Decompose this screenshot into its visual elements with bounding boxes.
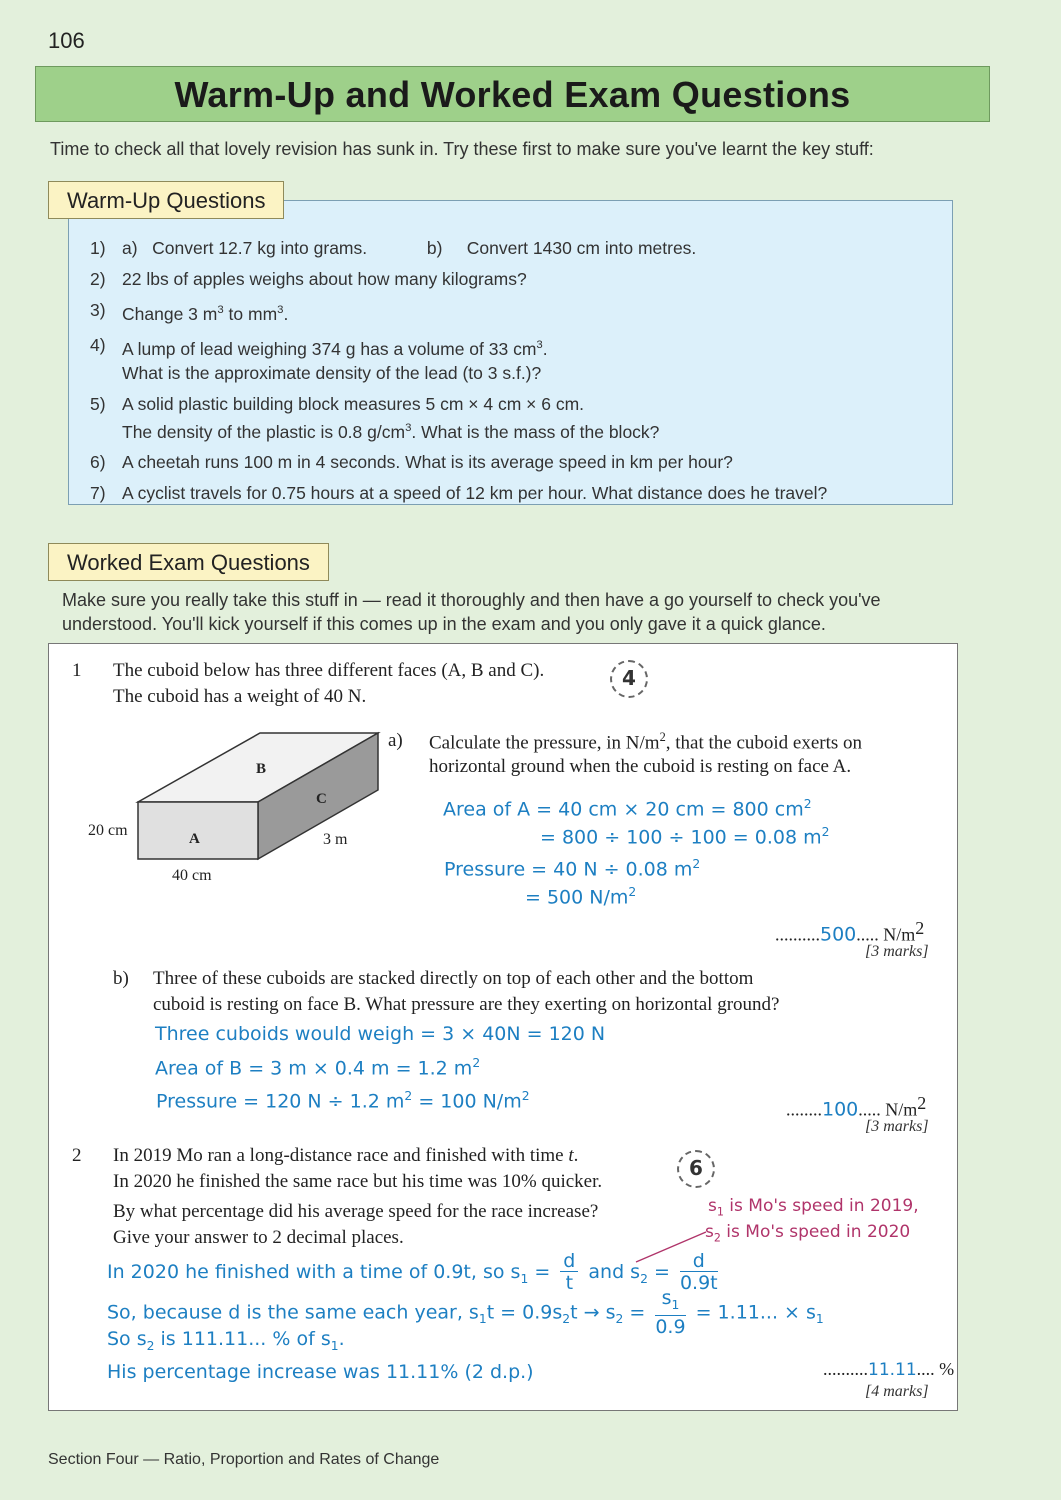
intro-text: Time to check all that lovely revision has sunk in. Try these first to make sure you've learnt the key stuff: bbox=[50, 139, 874, 159]
q1b-working-1: Three cuboids would weigh = 3 × 40N = 120 N bbox=[155, 1023, 606, 1045]
q2-line-2: In 2020 he finished the same race but his time was 10% quicker. bbox=[113, 1171, 603, 1192]
q2-working-1: In 2020 he finished with a time of 0.9t, so $s_1$ = $\frac{d}{t}$ and $s_2$ = $\frac{d}{0.9t}$ bbox=[107, 1250, 718, 1294]
q1a-line-1: Calculate the pressure, in $N/m^2$, that the cuboid exerts on bbox=[429, 730, 863, 754]
warmup-question-list bbox=[90, 236, 940, 512]
q1b-line-2: cuboid is resting on face B. What pressure are they exerting on horizontal ground? bbox=[153, 994, 780, 1015]
warmup-question-1: 1) a) Convert 12.7 kg into grams. b) Convert 1430 cm into metres. bbox=[90, 238, 697, 258]
q1a-working-1: Area of A = 40 cm × 20 cm = 800 $cm^2$ bbox=[443, 797, 812, 821]
face-c-label: C bbox=[316, 791, 327, 807]
page-title: Warm-Up and Worked Exam Questions bbox=[35, 66, 990, 122]
q1b-marks: [3 marks] bbox=[865, 1118, 929, 1135]
q2-line-4: Give your answer to 2 decimal places. bbox=[113, 1227, 404, 1248]
warmup-question-7: 7) A cyclist travels for 0.75 hours at a speed of 12 km per hour. What distance does he travel? bbox=[90, 483, 828, 504]
face-b-label: B bbox=[256, 761, 267, 777]
height-label: 20 cm bbox=[88, 822, 128, 839]
q2-line-1: In 2019 Mo ran a long-distance race and finished with time t. bbox=[113, 1145, 579, 1166]
q2-marks: [4 marks] bbox=[865, 1383, 929, 1400]
warmup-question-5: 5) A solid plastic building block measures 5 cm × 4 cm × 6 cm. The density of the plastic is 0.8 $g/cm^3$. What is the mass of the block? bbox=[90, 393, 660, 442]
grade-value: 4 bbox=[622, 666, 636, 690]
worked-intro-text: Make sure you really take this stuff in — read it thoroughly and then have a go yourself to check you've understood. You'll kick yourself if this comes up in the exam and you only gave it a quick glance. bbox=[62, 590, 881, 634]
q2-working-2: So, because d is the same each year, $s_1t = 0.9s_2t \to s_2$ = $\frac{s_1}{0.9}$ = 1.11... × $s_1$ bbox=[107, 1287, 824, 1338]
grade-badge bbox=[677, 1150, 715, 1188]
q2-answer-line: ..........11.11.... % bbox=[823, 1359, 955, 1380]
q1b-working-3: Pressure = 120 N ÷ 1.2 $m^2 = 100$ $N/m^2$ bbox=[156, 1089, 530, 1113]
grade-value: 6 bbox=[689, 1156, 703, 1180]
width-label: 40 cm bbox=[172, 867, 212, 884]
q1a-working-3: Pressure = 40 N ÷ 0.08 $m^2$ bbox=[444, 857, 701, 881]
q1a-answer-line: ..........500..... $N/m^2$ bbox=[775, 918, 925, 946]
q1a-marks: [3 marks] bbox=[865, 943, 929, 960]
warmup-question-4: 4) A lump of lead weighing 374 g has a volume of 33 $cm^3$. What is the approximate density of the lead (to 3 s.f.)? bbox=[90, 334, 548, 383]
q1b-label: b) bbox=[113, 968, 129, 989]
page-number: 106 bbox=[48, 28, 85, 53]
warmup-heading: Warm-Up Questions bbox=[48, 181, 284, 219]
warmup-question-3: 3) Change 3 $m^3$ to $mm^3$. bbox=[90, 300, 289, 324]
q1b-working-2: Area of B = 3 m × 0.4 m = 1.2 $m^2$ bbox=[155, 1056, 481, 1080]
q1-line-1: The cuboid below has three different faces (A, B and C). bbox=[113, 660, 545, 681]
worked-heading: Worked Exam Questions bbox=[48, 543, 329, 581]
q1a-line-2: horizontal ground when the cuboid is resting on face A. bbox=[429, 756, 852, 777]
q1a-working-2: = 800 ÷ 100 ÷ 100 = 0.08 $m^2$ bbox=[540, 825, 830, 849]
page-footer: Section Four — Ratio, Proportion and Rates of Change bbox=[48, 1451, 440, 1468]
q1b-answer-line: ........100..... $N/m^2$ bbox=[786, 1093, 927, 1121]
q1a-label: a) bbox=[388, 730, 403, 751]
q1b-answer: 100 bbox=[822, 1098, 859, 1121]
cuboid-diagram bbox=[80, 725, 390, 900]
q2-note-1: $s_1$ is Mo's speed in 2019, bbox=[708, 1196, 919, 1219]
q1-number: 1 bbox=[72, 660, 82, 681]
q2-answer: 11.11 bbox=[868, 1360, 917, 1380]
grade-badge bbox=[610, 660, 648, 698]
q1-line-2: The cuboid has a weight of 40 N. bbox=[113, 686, 367, 707]
face-a-label: A bbox=[189, 831, 200, 847]
q2-number: 2 bbox=[72, 1145, 82, 1166]
q1a-answer: 500 bbox=[820, 923, 857, 946]
q1b-line-1: Three of these cuboids are stacked directly on top of each other and the bottom bbox=[153, 968, 754, 989]
q2-working-3: So $s_2$ is 111.11... % of $s_1$. bbox=[107, 1328, 345, 1353]
q2-note-2: $s_2$ is Mo's speed in 2020 bbox=[705, 1222, 911, 1245]
warmup-question-6: 6) A cheetah runs 100 m in 4 seconds. What is its average speed in km per hour? bbox=[90, 452, 733, 473]
warmup-question-2: 2) 22 lbs of apples weighs about how many kilograms? bbox=[90, 269, 527, 289]
depth-label: 3 m bbox=[323, 831, 348, 848]
q2-working-4: His percentage increase was 11.11% (2 d.p.) bbox=[107, 1361, 534, 1383]
q1a-working-4: = 500 $N/m^2$ bbox=[525, 885, 637, 909]
q2-line-3: By what percentage did his average speed for the race increase? bbox=[113, 1201, 599, 1222]
